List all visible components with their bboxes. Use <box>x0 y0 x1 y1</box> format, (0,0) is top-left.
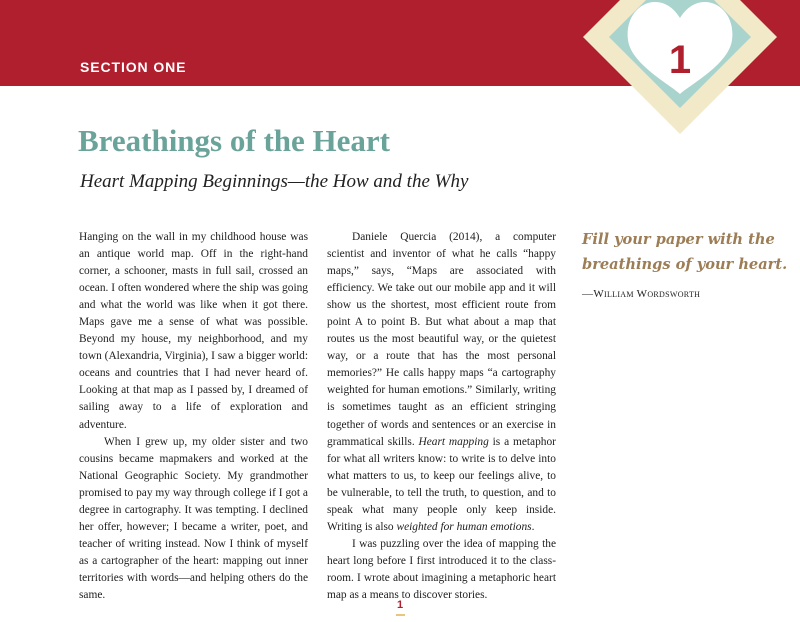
epigraph-attribution <box>582 287 700 301</box>
paragraph-text: . <box>531 520 535 533</box>
attribution-name: William Wordsworth <box>593 288 701 300</box>
paragraph <box>327 229 556 536</box>
body-column-1 <box>79 229 308 604</box>
epigraph-line: Fill your paper with the <box>582 231 775 248</box>
paragraph-text: Daniele Quercia (2014), a computer scientist and inventor of what he calls “happy maps,” says, “Maps are associated with efficiency. We take out our mobile app and it will show us the shortest, most efficient route from point A to point B. But what about a map that routes us the most beautiful way, or the quietest way, or a route that has the most personal memories?” He calls happy maps “a cartography weighted for human emotions.” Similarly, writing is sometimes taught as an efficient stringing together of words and sentences or an exercise in grammatical skills. <box>327 231 556 448</box>
folio-underline <box>396 614 405 616</box>
paragraph: When I grew up, my older sister and two cousins became mapmakers and worked at the National Geographic Society. My grandmother promised to pay my way through college if I got a degree in cartography. It was tempting. I declined her offer, however; I became a writer, poet, and teacher of writing instead. Now I think of myself as a cartographer of the heart: mapping out inner territories with words—and helping others do the same. <box>79 435 308 601</box>
body-column-2 <box>327 229 556 604</box>
epigraph-line: breathings of your heart. <box>582 256 788 273</box>
section-label: SECTION ONE <box>80 59 187 75</box>
paragraph: I was puzzling over the idea of mapping the heart long before I first introduced it to the classroom. I wrote about imagining a metaphoric heart map as a means to discover stories. <box>327 537 556 601</box>
emphasis-weighted: weighted for human emotions <box>396 520 532 533</box>
attribution-dash: — <box>582 288 594 300</box>
emphasis-heart-mapping: Heart mapping <box>418 435 489 448</box>
epigraph-quote <box>582 227 788 277</box>
page-number: 1 <box>396 599 404 611</box>
chapter-subtitle: Heart Mapping Beginnings—the How and the Why <box>80 171 469 192</box>
paragraph: Hanging on the wall in my childhood house was an antique world map. Off in the right-hand corner, a schooner, masts in full sail, crossed an ocean. I often wondered where the ship was going and what the world was like when it got there. Maps gave me a sense of what was possible. Beyond my house, my neighborhood, and my town (Alexandria, Virginia), I saw a bigger world: oceans and countries that I had never heard of. Looking at that map as I passed by, I dreamed of sailing away to a life of exploration and adventure. <box>79 231 308 431</box>
chapter-number: 1 <box>668 38 692 82</box>
paragraph-text: is a metaphor for what all writers know: to write is to delve into what matters to us, to keep our feelings alive, to be vulnerable, to tell the truth, to question, and to speak what many people only keep inside. Writing is also <box>327 435 556 533</box>
chapter-title: Breathings of the Heart <box>78 123 390 158</box>
